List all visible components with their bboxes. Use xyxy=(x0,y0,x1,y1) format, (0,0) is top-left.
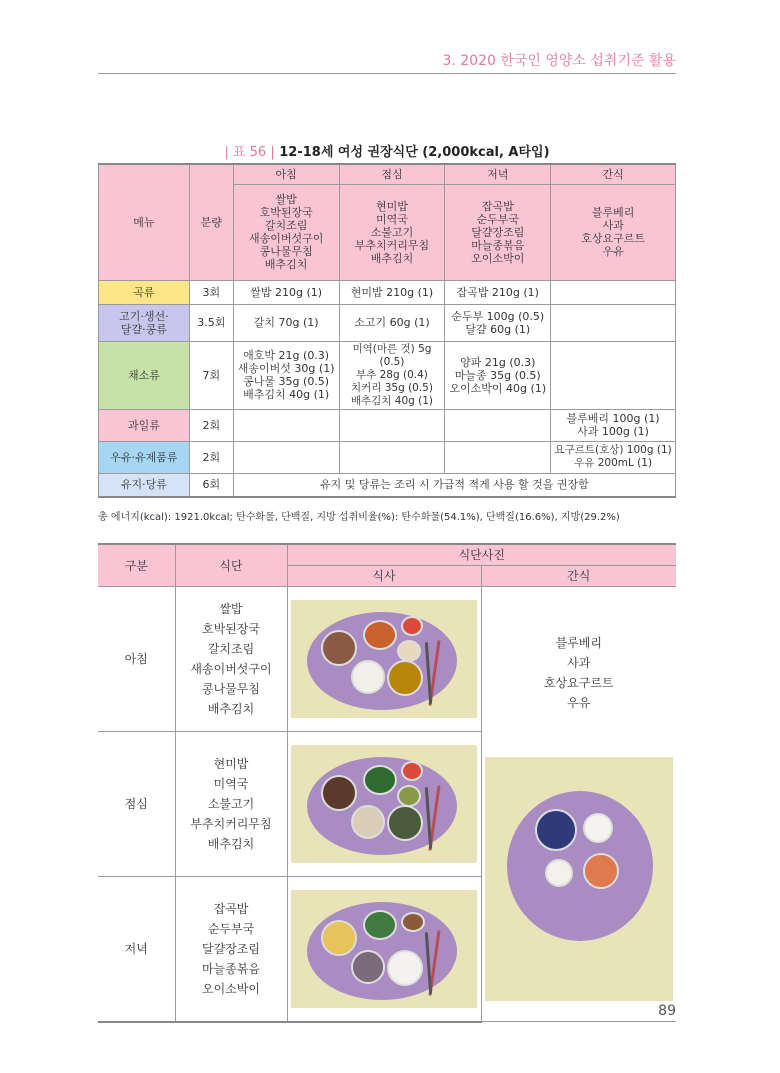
table-title xyxy=(98,141,676,160)
division-cell: 저녁 xyxy=(98,877,175,1022)
head-lunch: 점심 xyxy=(339,164,445,184)
lunch-cell: 미역(마른 것) 5g (0.5) 부추 28g (0.4) 치커리 35g (0.5) 배추김치 40g (1) xyxy=(339,341,445,409)
group-label: 곡류 xyxy=(99,280,190,304)
chapter-header: 3. 2020 한국인 영양소 섭취기준 활용 xyxy=(442,53,676,69)
header-divider xyxy=(98,73,676,74)
table-tag: | 표 56 | xyxy=(224,145,275,160)
energy-note: 총 에너지(kcal): 1921.0kcal; 탄수화물, 단백질, 지방 섭취비율(%): 탄수화물(54.1%), 단백질(16.6%), 지방(29.2%) xyxy=(98,512,620,523)
division-cell: 점심 xyxy=(98,732,175,877)
servings-cell: 3.5회 xyxy=(189,304,233,341)
meal-photo-cell xyxy=(287,877,481,1022)
diet-table xyxy=(98,163,676,498)
menu-breakfast: 쌀밥 호박된장국 갈치조림 새송이버섯구이 콩나물무침 배추김치 xyxy=(233,184,339,280)
table-row xyxy=(99,304,676,341)
table-row xyxy=(98,587,676,732)
breakfast-cell xyxy=(233,409,339,441)
table-title-text: 12-18세 여성 권장식단 (2,000kcal, A타입) xyxy=(279,145,550,160)
lunch-cell xyxy=(339,409,445,441)
dinner-photo xyxy=(291,890,477,1008)
meal-photo-cell xyxy=(287,587,481,732)
snack-cell: 요구르트(호상) 100g (1) 우유 200mL (1) xyxy=(551,441,676,473)
servings-cell: 2회 xyxy=(189,441,233,473)
menu-cell: 쌀밥 호박된장국 갈치조림 새송이버섯구이 콩나물무침 배추김치 xyxy=(175,587,287,732)
menu-snack: 블루베리 사과 호상요구르트 우유 xyxy=(551,184,676,280)
breakfast-cell: 갈치 70g (1) xyxy=(233,304,339,341)
breakfast-cell xyxy=(233,441,339,473)
head-photo: 식단사진 xyxy=(287,544,676,566)
meal-photo-cell xyxy=(287,732,481,877)
merged-note-cell: 유지 및 당류는 조리 시 가급적 적게 사용 할 것을 권장함 xyxy=(233,473,675,497)
division-cell: 아침 xyxy=(98,587,175,732)
page-number: 89 xyxy=(658,1003,676,1019)
menu-cell: 현미밥 미역국 소불고기 부추치커리무침 배추김치 xyxy=(175,732,287,877)
dinner-cell xyxy=(445,409,551,441)
lunch-photo xyxy=(291,745,477,863)
head-snack: 간식 xyxy=(481,566,676,587)
servings-cell: 2회 xyxy=(189,409,233,441)
table-row xyxy=(99,341,676,409)
group-label: 유지·당류 xyxy=(99,473,190,497)
servings-cell: 6회 xyxy=(189,473,233,497)
snack-menu: 블루베리 사과 호상요구르트 우유 xyxy=(543,636,614,710)
head-division: 구분 xyxy=(98,544,175,587)
dinner-cell xyxy=(445,441,551,473)
group-label: 우유·유제품류 xyxy=(99,441,190,473)
dinner-cell: 순두부 100g (0.5) 달걀 60g (1) xyxy=(445,304,551,341)
lunch-cell xyxy=(339,441,445,473)
breakfast-cell: 쌀밥 210g (1) xyxy=(233,280,339,304)
snack-cell xyxy=(551,280,676,304)
snack-photo xyxy=(485,757,673,1001)
group-label: 고기·생선· 달걀·콩류 xyxy=(99,304,190,341)
breakfast-cell: 애호박 21g (0.3) 새송이버섯 30g (1) 콩나물 35g (0.5) 배추김치 40g (1) xyxy=(233,341,339,409)
dinner-cell: 잡곡밥 210g (1) xyxy=(445,280,551,304)
head-servings: 분량 xyxy=(189,164,233,280)
breakfast-photo xyxy=(291,600,477,718)
head-menu: 메뉴 xyxy=(99,164,190,280)
table-row xyxy=(99,280,676,304)
table-row xyxy=(99,409,676,441)
head-menu: 식단 xyxy=(175,544,287,587)
group-label: 과일류 xyxy=(99,409,190,441)
snack-cell xyxy=(551,341,676,409)
head-breakfast: 아침 xyxy=(233,164,339,184)
servings-cell: 3회 xyxy=(189,280,233,304)
head-meal: 식사 xyxy=(287,566,481,587)
head-dinner: 저녁 xyxy=(445,164,551,184)
menu-cell: 잡곡밥 순두부국 달걀장조림 마늘종볶음 오이소박이 xyxy=(175,877,287,1022)
menu-lunch: 현미밥 미역국 소불고기 부추치커리무침 배추김치 xyxy=(339,184,445,280)
lunch-cell: 소고기 60g (1) xyxy=(339,304,445,341)
group-label: 채소류 xyxy=(99,341,190,409)
menu-dinner: 잡곡밥 순두부국 달걀장조림 마늘종볶음 오이소박이 xyxy=(445,184,551,280)
table-row xyxy=(99,441,676,473)
snack-cell xyxy=(551,304,676,341)
snack-cell xyxy=(481,587,676,1022)
head-snack: 간식 xyxy=(551,164,676,184)
meal-photo-table xyxy=(98,543,676,1023)
dinner-cell: 양파 21g (0.3) 마늘종 35g (0.5) 오이소박이 40g (1) xyxy=(445,341,551,409)
table-row xyxy=(99,473,676,497)
snack-cell: 블루베리 100g (1) 사과 100g (1) xyxy=(551,409,676,441)
servings-cell: 7회 xyxy=(189,341,233,409)
lunch-cell: 현미밥 210g (1) xyxy=(339,280,445,304)
